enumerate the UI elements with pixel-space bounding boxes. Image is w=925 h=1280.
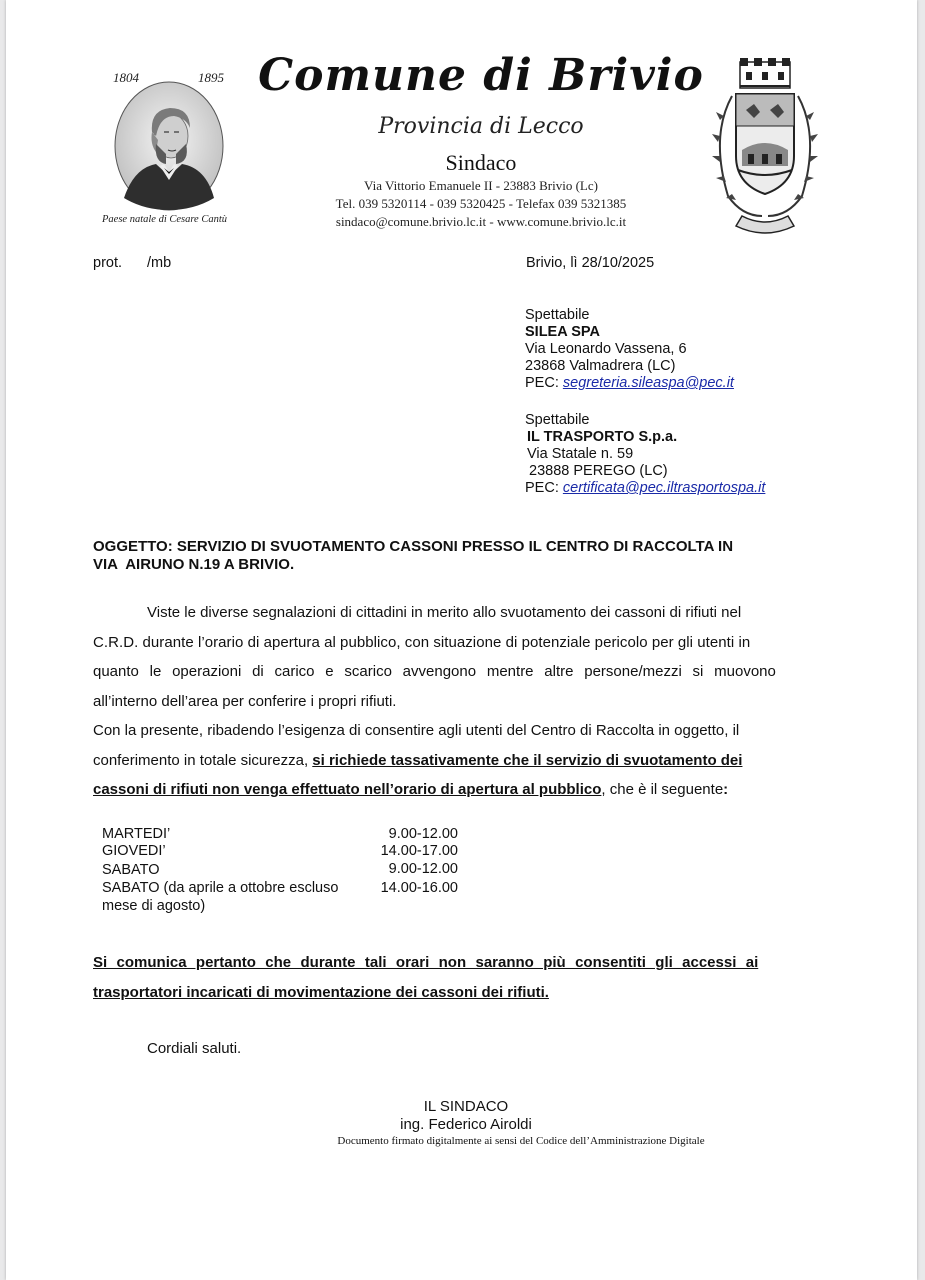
letter-page [6,0,917,1280]
portrait-year-born: 1804 [113,70,139,85]
body-text: , che è il seguente [601,781,724,798]
recipient-city: 23888 PEREGO (LC) [529,463,668,479]
closing-salutation: Cordiali saluti. [147,1040,242,1057]
protocol-label: prot. [93,255,123,271]
schedule-row [102,880,462,916]
recipient-street: Via Statale n. 59 [527,446,634,462]
body-line: C.R.D. durante l’orario di apertura al pubblico, con situazione di potenziale pericolo per gli utenti in [93,633,751,651]
recipient-silea [525,307,845,392]
schedule-day: MARTEDI’ [102,826,171,842]
notice-line-1: Si comunica pertanto che durante tali orari non saranno più consentiti gli accessi ai [93,954,759,971]
schedule-hours: 14.00-16.00 [380,880,458,896]
municipality-title: Comune di Brivio [258,50,704,101]
schedule-row [102,843,462,861]
header-contacts: sindaco@comune.brivio.lc.it - www.comune.brivio.lc.it [335,214,627,229]
schedule-hours: 14.00-17.00 [380,843,458,859]
office-title: Sindaco [445,150,517,175]
pec-email-link[interactable]: certificata@pec.iltrasportospa.it [562,480,766,496]
body-line: quanto le operazioni di carico e scarico avvengono mentre altre persone/mezzi si muovono [93,663,776,680]
body-paragraph-1 [93,598,831,716]
recipient-il-trasporto [525,412,845,497]
notice-block [93,948,831,1007]
recipient-salutation: Spettabile [525,412,590,428]
body-line: all’interno dell’area per conferire i propri rifiuti. [93,692,397,710]
pec-label: PEC: [525,480,559,496]
schedule-day-cont: mese di agosto) [102,898,206,914]
portrait-image [114,80,224,212]
portrait-year-died: 1895 [198,70,224,85]
schedule-row [102,826,462,843]
recipient-street: Via Leonardo Vassena, 6 [525,341,687,357]
signature-name: ing. Federico Airoldi [400,1116,532,1133]
schedule-day: SABATO (da aprile a ottobre escluso [102,880,339,896]
recipient-name: IL TRASPORTO S.p.a. [527,429,678,445]
notice-line-2: trasportatori incaricati di movimentazione dei cassoni dei rifiuti. [93,983,549,1001]
portrait-caption: Paese natale di Cesare Cantù [102,214,228,225]
body-colon: : [723,781,729,798]
signature-role: IL SINDACO [423,1098,509,1115]
subject-block [93,538,853,574]
schedule-hours: 9.00-12.00 [388,826,458,842]
pec-label: PEC: [525,375,559,391]
subject-line-2: VIA AIRUNO N.19 A BRIVIO. [93,556,295,573]
recipient-pec-line [525,375,845,392]
body-line: Viste le diverse segnalazioni di cittadini in merito allo svuotamento dei cassoni di rifiuti nel [147,604,742,621]
pec-email-link[interactable]: segreteria.sileaspa@pec.it [562,375,734,391]
header-phones: Tel. 039 5320114 - 039 5320425 - Telefax 039 5321385 [335,196,627,211]
portrait-block [96,66,246,231]
opening-hours-table [102,826,462,916]
coat-of-arms-emblem [702,56,828,242]
digital-signature-note: Documento firmato digitalmente ai sensi del Codice dell’Amministrazione Digitale [337,1135,705,1147]
body-line [93,746,838,776]
schedule-day: GIOVEDI’ [102,843,166,859]
body-emphasis: cassoni di rifiuti non venga effettuato nell’orario di apertura al pubblico [93,781,602,798]
body-line [93,775,838,805]
schedule-hours: 9.00-12.00 [388,861,458,877]
place-date: Brivio, lì 28/10/2025 [526,255,655,271]
schedule-day: SABATO [102,862,160,878]
body-paragraph-2 [93,716,838,805]
header-address: Via Vittorio Emanuele II - 23883 Brivio (Lc) [364,178,598,193]
recipient-salutation: Spettabile [525,307,590,323]
province-subtitle: Provincia di Lecco [378,114,584,139]
body-line: Con la presente, ribadendo l’esigenza di consentire agli utenti del Centro di Raccolta in oggetto, il [93,722,740,739]
body-text: conferimento in totale sicurezza, [93,751,313,769]
subject-line-1: OGGETTO: SERVIZIO DI SVUOTAMENTO CASSONI PRESSO IL CENTRO DI RACCOLTA IN [93,538,734,555]
body-emphasis: si richiede tassativamente che il servizio di svuotamento dei [312,751,743,769]
schedule-row [102,861,462,880]
signature-block [246,1098,686,1134]
recipient-city: 23868 Valmadrera (LC) [525,358,676,374]
protocol-suffix: /mb [147,255,172,271]
recipient-pec-line [525,480,845,497]
recipient-name: SILEA SPA [525,324,600,340]
